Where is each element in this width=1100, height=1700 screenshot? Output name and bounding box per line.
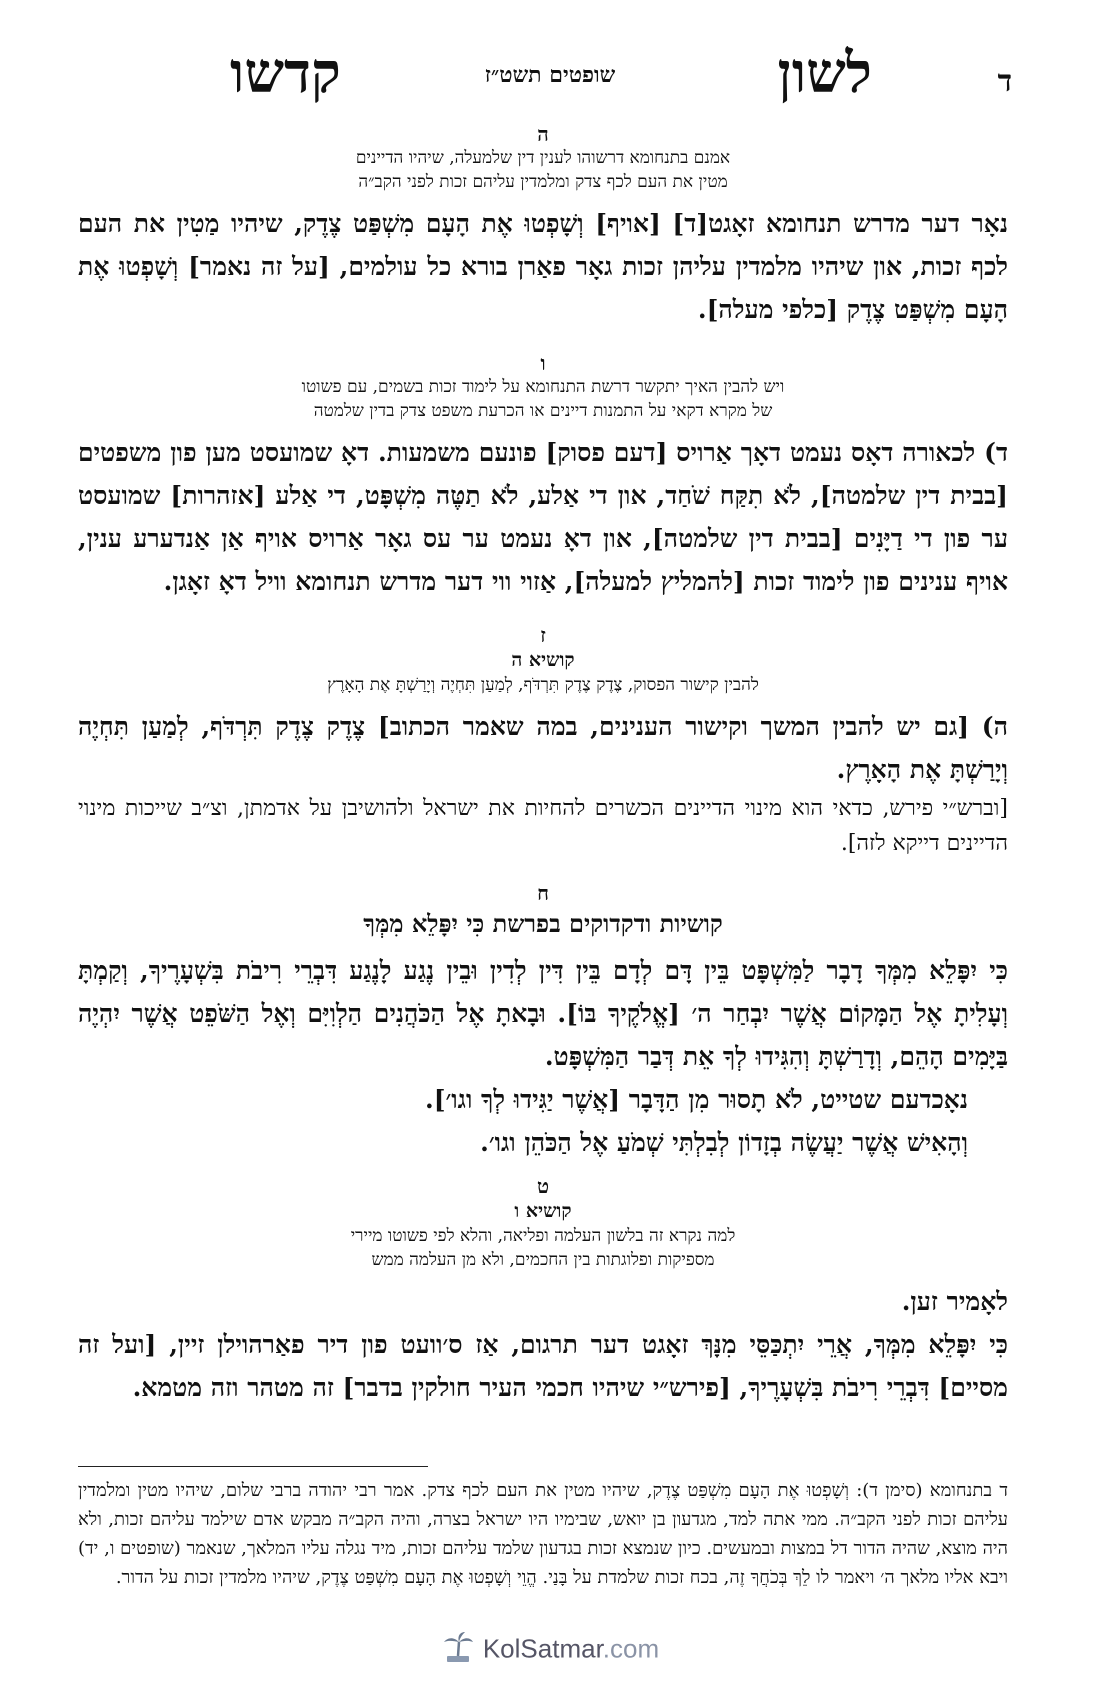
section-summary-line: למה נקרא זה בלשון העלמה ופליאה, והלא לפי פשוטו מיירי [350,1226,736,1246]
logo-suffix: .com [602,1633,660,1664]
section-heading: קושיות ודקדוקים בפרשת כִּי יִפָּלֵא מִמְּךָ [363,909,723,938]
section-7 [78,623,1008,861]
page-header [0,40,1100,110]
section-summary-line: ויש להבין האיך יתקשר דרשת התנחומא על לימוד זכות בשמים, עם פשוטו [301,377,785,397]
kushya-label: קושיא ה [511,649,575,671]
logo-text: KolSatmar [482,1633,603,1664]
section-8 [78,881,1008,1164]
paragraph: לאָמיר זען. [901,1287,1008,1316]
footnote-divider [78,1466,428,1467]
paragraph: כִּי יִפָּלֵא מִמְּךָ, אֲרֵי יִתְכַּסֵּי מִנָּךְ זאָגט דער תרגום, אַז ס׳וועט פון דיר פאַרהוילן זיין, [ועל זה מסיים] דִּבְרֵי רִיבֹת בִּשְׁעָרֶיךָ, [פירש״י שיהיו חכמי העיר חולקין בדבר] זה מטהר וזה מטמא. [78,1330,1008,1402]
section-9 [78,1174,1008,1409]
section-summary-line: מספיקות ופלוגתות בין החכמים, ולא מן העלמה ממש [371,1250,715,1270]
section-number: ה [537,122,549,146]
main-text [78,120,1008,1409]
section-number: ח [537,881,549,905]
kushya-label: קושיא ו [514,1200,572,1222]
footnote: ד בתנחומא (סימן ד): וְשָׁפְטוּ אֶת הָעָם מִשְׁפַּט צֶדֶק, שיהיו מטין את העם לכף צדק. אמר רבי יהודה ברבי שלום, שיהיו מטין ומלמדין עליהם זכות לפני הקב״ה. ממי אתה למד, מגדעון בן יואש, שבימיו היו ישראל בצרה, והיה הקב״ה מבקש אדם שילמד עליהם זכות, ולא היה מוצא, שהיה הדור דל במצות ובמעשים. כיון שנמצא זכות בגדעון שלמד עליהם זכות, מיד נגלה עליו המלאך, שנאמר (שופטים ו, יד) ויבא אליו מלאך ה׳ ויאמר לו לֵךְ בְּכֹחֲךָ זֶה, בכח זכות שלמדת על בָּנַי. הֱוֵי וְשָׁפְטוּ אֶת הָעָם מִשְׁפַּט צֶדֶק, שיהיו מלמדין זכות על הדור. [78,1480,1008,1588]
palm-tree-icon [441,1630,475,1671]
parsha-title: שופטים תשט״ז [484,62,616,88]
section-summary-line: של מקרא דקאי על התמנות דיינים או הכרעת משפט צדק בדין שלמטה [313,401,773,421]
paragraph: ה) [גם יש להבין המשך וקישור הענינים, במה שאמר הכתוב] צֶדֶק צֶדֶק תִּרְדֹּף, לְמַעַן תִּחְיֶה וְיָרַשְׁתָּ אֶת הָאָרֶץ. [78,712,1008,784]
section-6 [78,351,1008,603]
indented-line: וְהָאִישׁ אֲשֶׁר יַעֲשֶׂה בְזָדוֹן לְבִלְתִּי שְׁמֹעַ אֶל הַכֹּהֵן וגו׳. [480,1128,968,1157]
paragraph: ד) לכאורה דאָס נעמט דאָך אַרויס [דעם פסוק] פונעם משמעות. דאָ שמועסט מען פון משפטים [בבית דין שלמטה], לֹא תִקַּח שֹׁחַד, און די אַלע, לֹא תַטֶּה מִשְׁפָּט, די אַלע [אזהרות] שמועסט ער פון די דַיָּנִים [בבית דין שלמטה], און דאָ נעמט ער עס גאָר אַרויס אויף אַן אַנדערע ענין, אויף ענינים פון לימוד זכות [להמליץ למעלה], אַזוי ווי דער מדרש תנחומא וויל דאָ זאָגן. [78,438,1008,596]
rashi-note: [וברש״י פירש, כדאי הוא מינוי הדיינים הכשרים להחיות את ישראל ולהושיבן על אדמתן, וצ״ב שייכות מינוי הדיינים דייקא לזה]. [78,796,1008,856]
section-summary-line: להבין קישור הפסוק, צֶדֶק צֶדֶק תִּרְדֹּף, לְמַעַן תִּחְיֶה וְיָרַשְׁתָּ אֶת הָאָרֶץ [327,675,759,695]
paragraph: נאָר דער מדרש תנחומא זאָגט[ד] [אויף] וְשָׁפְטוּ אֶת הָעָם מִשְׁפַּט צֶדֶק, שיהיו מַטִין את העם לכף זכות, און שיהיו מלמדין עליהן זכות גאָר פאַרן בורא כל עולמים, [על זה נאמר] וְשָׁפְטוּ אֶת הָעָם מִשְׁפַּט צֶדֶק [כלפי מעלה]. [78,209,1008,324]
indented-line: נאָכדעם שטייט, לֹא תָסוּר מִן הַדָּבָר [אֲשֶׁר יַגִּידוּ לְךָ וגו׳]. [424,1085,968,1114]
page-number: ד [997,64,1012,99]
section-summary-line: אמנם בתנחומא דרשוהו לענין דין שלמעלה, שיהיו הדיינים [355,148,731,168]
section-number: ז [540,623,546,647]
running-title-left: קדשו [230,40,341,106]
section-number: ט [536,1174,550,1198]
site-logo[interactable] [0,1630,1100,1671]
paragraph: כִּי יִפָּלֵא מִמְּךָ דָבָר לַמִּשְׁפָּט בֵּין דָּם לְדָם בֵּין דִּין לְדִין וּבֵין נֶגַע לָנֶגַע דִּבְרֵי רִיבֹת בִּשְׁעָרֶיךָ, וְקַמְתָּ וְעָלִיתָ אֶל הַמָּקוֹם אֲשֶׁר יִבְחַר ה׳ [אֱלֹקֶיךָ בּוֹ]. וּבָאתָ אֶל הַכֹּהֲנִים הַלְוִיִּם וְאֶל הַשֹּׁפֵט אֲשֶׁר יִהְיֶה בַּיָּמִים הָהֵם, וְדָרַשְׁתָּ וְהִגִּידוּ לְךָ אֵת דְּבַר הַמִּשְׁפָּט. [78,956,1008,1071]
section-number: ו [540,351,546,375]
section-summary-line: מטין את העם לכף צדק ומלמדין עליהם זכות לפני הקב״ה [358,172,728,192]
section-5 [78,122,1008,331]
running-title-right: לשון [777,40,872,106]
